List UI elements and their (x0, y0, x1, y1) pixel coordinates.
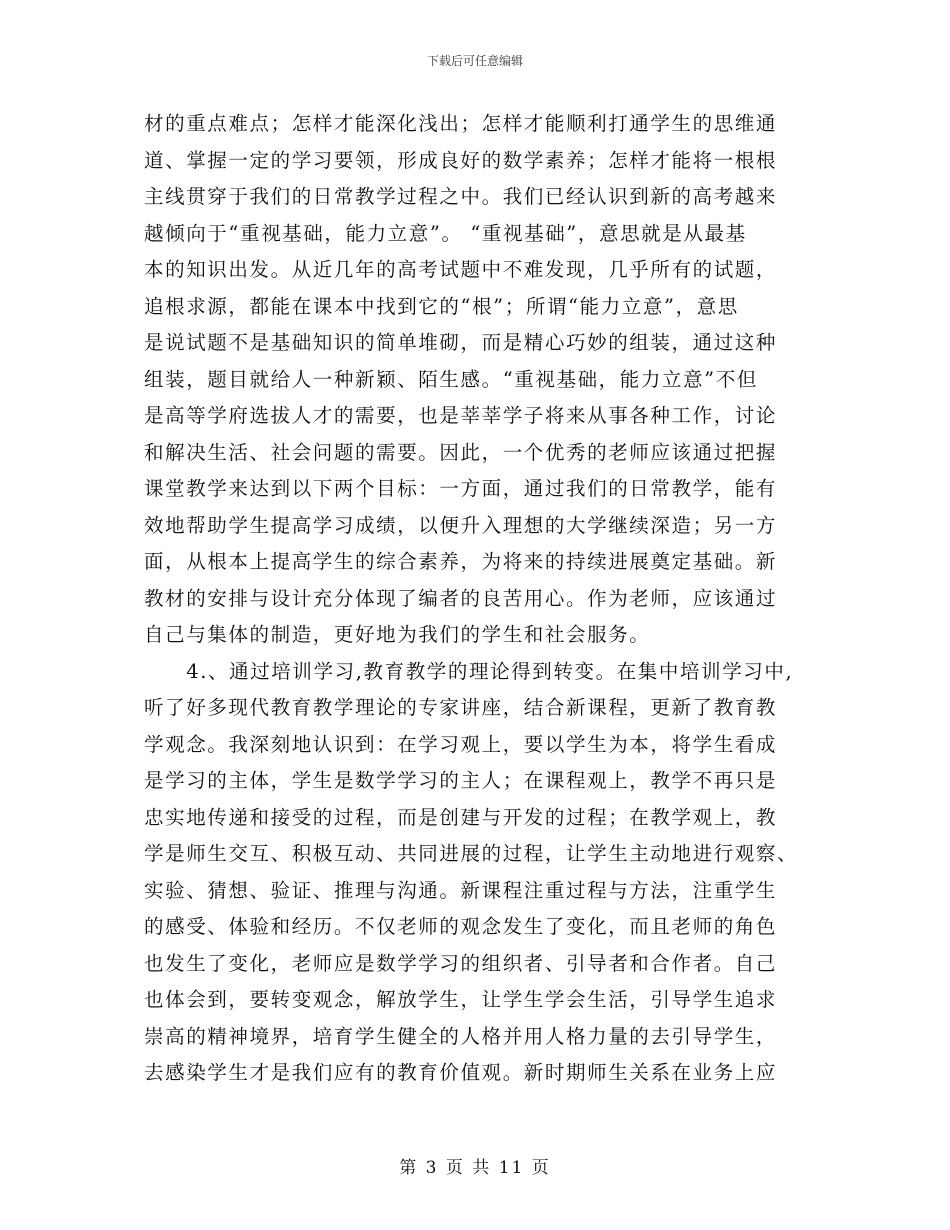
text-line: 效地帮助学生提高学习成绩，以便升入理想的大学继续深造；另一方 (144, 513, 778, 537)
paragraph-start-line: 4.、通过培训学习,教育教学的理论得到转变。在集中培训学习中, (144, 659, 794, 683)
text-line: 教材的安排与设计充分体现了编者的良苦用心。作为老师，应该通过 (144, 586, 778, 610)
text-line: 也发生了变化，老师应是数学学习的组织者、引导者和合作者。自己 (144, 951, 778, 975)
text-line: 学观念。我深刻地认识到：在学习观上，要以学生为本，将学生看成 (144, 732, 778, 756)
text-line: 自己与集体的制造，更好地为我们的学生和社会服务。 (144, 623, 651, 646)
text-line: 去感染学生才是我们应有的教育价值观。新时期师生关系在业务上应 (144, 1061, 778, 1084)
text-line: 是高等学府选拔人才的需要，也是莘莘学子将来从事各种工作，讨论 (144, 404, 778, 427)
text-line: 越倾向于“重视基础，能力立意”。 “重视基础”，意思就是从最基 (144, 221, 747, 245)
text-line: 主线贯穿于我们的日常教学过程之中。我们已经认识到新的高考越来 (144, 185, 778, 208)
page-footer: 第 3 页 共 11 页 (399, 1158, 551, 1178)
page-header: 下载后可任意编辑 (426, 54, 523, 68)
text-line: 本的知识出发。从近几年的高考试题中不难发现，几乎所有的试题， (144, 258, 778, 281)
text-line: 崇高的精神境界，培育学生健全的人格并用人格力量的去引导学生， (144, 1024, 778, 1048)
text-line: 课堂教学来达到以下两个目标：一方面，通过我们的日常教学，能有 (144, 477, 778, 500)
body-text (144, 106, 824, 1092)
text-line: 也体会到，要转变观念，解放学生，让学生学会生活，引导学生追求 (144, 988, 778, 1011)
text-line: 道、掌握一定的学习要领，形成良好的数学素养；怎样才能将一根根 (144, 148, 778, 172)
text-line: 是说试题不是基础知识的简单堆砌，而是精心巧妙的组装，通过这种 (144, 331, 778, 354)
text-line: 和解决生活、社会问题的需要。因此，一个优秀的老师应该通过把握 (144, 440, 778, 464)
text-line: 的感受、体验和经历。不仅老师的观念发生了变化，而且老师的角色 (144, 915, 778, 938)
text-line: 学是师生交互、积极互动、共同进展的过程，让学生主动地进行观察、 (144, 842, 799, 865)
text-line: 听了好多现代教育教学理论的专家讲座，结合新课程，更新了教育教 (144, 696, 778, 719)
text-line: 忠实地传递和接受的过程，而是创建与开发的过程；在教学观上，教 (144, 805, 778, 829)
text-line: 面，从根本上提高学生的综合素养，为将来的持续进展奠定基础。新 (144, 550, 778, 573)
text-line: 材的重点难点；怎样才能深化浅出；怎样才能顺利打通学生的思维通 (144, 112, 778, 135)
text-line: 组装，题目就给人一种新颖、陌生感。“重视基础，能力立意”不但 (144, 367, 758, 391)
text-line: 是学习的主体，学生是数学学习的主人；在课程观上，教学不再只是 (144, 769, 778, 792)
text-line: 实验、猜想、验证、推理与沟通。新课程注重过程与方法，注重学生 (144, 878, 778, 902)
text-line: 追根求源，都能在课本中找到它的“根”；所谓“能力立意”，意思 (144, 294, 739, 318)
